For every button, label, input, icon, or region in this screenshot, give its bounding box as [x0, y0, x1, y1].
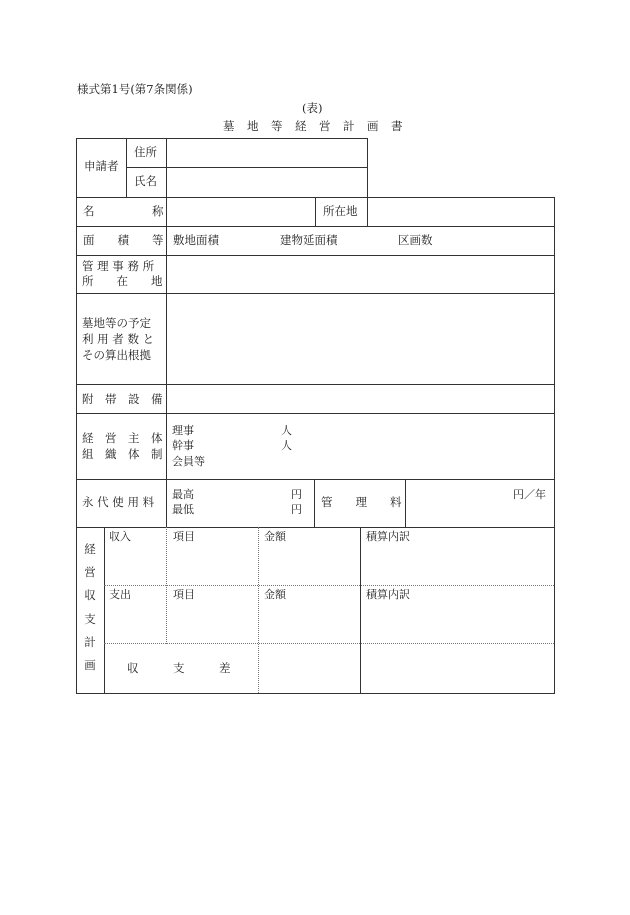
- income-item-field[interactable]: [167, 545, 257, 583]
- plan-char: 計: [84, 634, 96, 649]
- min-fee-label: 最低: [172, 503, 194, 516]
- plan-char: 経: [84, 542, 96, 556]
- plan-vertical-label: [80, 541, 100, 673]
- address-label: 住所: [134, 145, 157, 159]
- perpetual-fee-label: 永 代 使 用 料: [82, 495, 155, 509]
- applicant-label: 申請者: [84, 159, 119, 173]
- area-label: 面 積 等: [83, 233, 164, 247]
- management-fee-unit: 円／年: [513, 488, 546, 501]
- applicant-name-label: 氏名: [134, 174, 157, 188]
- facility-name-label: 名 称: [83, 204, 164, 218]
- office-location-field[interactable]: [167, 256, 553, 292]
- address-field[interactable]: [167, 139, 366, 166]
- balance-label: 収 支 差: [127, 661, 231, 675]
- planned-users-field[interactable]: [167, 294, 553, 383]
- income-basis-field[interactable]: [361, 545, 553, 583]
- secretary-label: 幹事: [172, 439, 194, 452]
- expense-amount-label: 金額: [264, 588, 286, 601]
- min-fee-unit: 円: [291, 503, 302, 516]
- facilities-label: 附 帯 設 備: [82, 392, 163, 406]
- plan-char: 営: [84, 565, 96, 580]
- expense-label: 支出: [109, 588, 131, 601]
- income-basis-label: 積算内訳: [366, 530, 410, 543]
- director-label: 理事: [172, 424, 194, 437]
- form-title: 墓 地 等 経 営 計 画 書: [223, 119, 403, 133]
- applicant-name-field[interactable]: [167, 168, 366, 196]
- income-amount-field[interactable]: [259, 545, 359, 583]
- users-label-line1: 墓地等の予定: [82, 316, 151, 330]
- income-item-label: 項目: [173, 530, 195, 543]
- income-label: 収入: [109, 530, 131, 543]
- users-label-line2: 利 用 者 数 と: [82, 332, 155, 346]
- expense-item-label: 項目: [173, 588, 195, 601]
- plan-char: 支: [84, 611, 96, 626]
- balance-basis-field[interactable]: [361, 645, 553, 692]
- form-side-label: (表): [302, 101, 323, 115]
- form-number: 様式第1号(第7条関係): [77, 82, 193, 96]
- balance-amount-field[interactable]: [259, 645, 359, 692]
- plan-char: 収: [84, 588, 96, 603]
- org-label-line1: 経 営 主 体: [82, 431, 163, 445]
- office-label-line1: 管 理 事 務 所: [82, 259, 155, 273]
- facility-name-field[interactable]: [167, 198, 314, 225]
- secretary-unit: 人: [281, 439, 292, 452]
- plot-count-label: 区画数: [398, 233, 433, 247]
- max-fee-unit: 円: [291, 488, 302, 501]
- management-fee-label: 管 理 料: [321, 495, 402, 509]
- income-amount-label: 金額: [264, 530, 286, 543]
- max-fee-label: 最高: [172, 488, 194, 501]
- office-label-line2: 所 在 地: [82, 274, 163, 288]
- org-label-line2: 組 織 体 制: [82, 447, 163, 461]
- building-area-label: 建物延面積: [280, 233, 338, 247]
- expense-item-field[interactable]: [167, 603, 257, 641]
- location-field[interactable]: [368, 198, 553, 225]
- expense-basis-label: 積算内訳: [366, 588, 410, 601]
- plan-char: 画: [84, 657, 96, 672]
- director-unit: 人: [281, 424, 292, 437]
- facilities-field[interactable]: [167, 385, 553, 412]
- site-area-label: 敷地面積: [173, 233, 219, 247]
- members-label: 会員等: [172, 455, 205, 468]
- expense-amount-field[interactable]: [259, 603, 359, 641]
- users-label-line3: その算出根拠: [82, 348, 151, 362]
- expense-basis-field[interactable]: [361, 603, 553, 641]
- location-label: 所在地: [323, 204, 358, 218]
